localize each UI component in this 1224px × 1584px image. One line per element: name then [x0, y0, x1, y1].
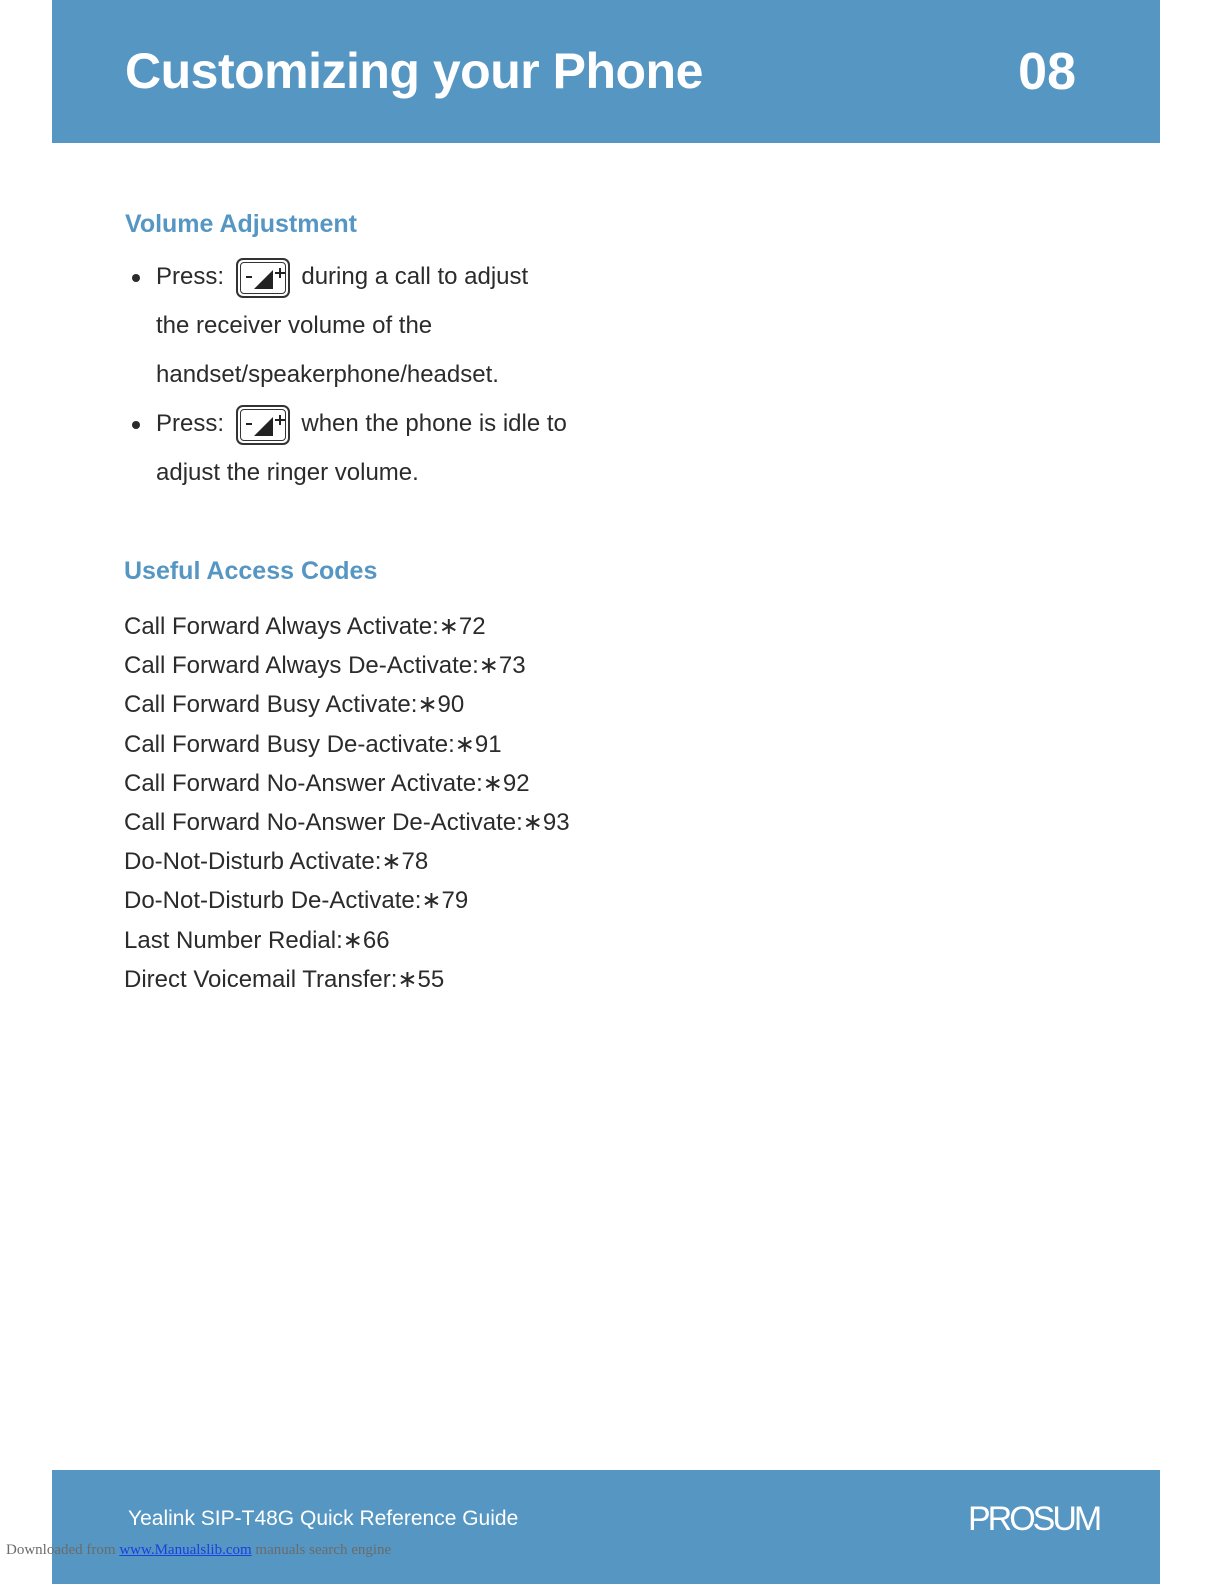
prosum-logo: PROSUM	[968, 1500, 1100, 1538]
volume-key-icon	[236, 258, 290, 298]
watermark-suffix: manuals search engine	[251, 1542, 392, 1558]
bullet-text: adjust the ringer volume.	[156, 459, 419, 486]
list-item: Do-Not-Disturb De-Activate:∗79	[124, 887, 469, 915]
page-number: 08	[1018, 43, 1076, 101]
list-item: Last Number Redial:∗66	[124, 926, 390, 954]
volume-bullet-idle	[128, 399, 688, 497]
list-item: Do-Not-Disturb Activate:∗78	[124, 848, 429, 876]
volume-adjustment-heading: Volume Adjustment	[125, 210, 357, 238]
access-codes-list	[124, 607, 570, 999]
list-item: Call Forward Always Activate:∗72	[124, 613, 486, 640]
bullet-text: during a call to adjust	[301, 263, 529, 290]
bullet-text: the receiver volume of the	[156, 312, 433, 339]
list-item: Call Forward No-Answer De-Activate:∗93	[124, 809, 570, 837]
list-item: Call Forward Busy Activate:∗90	[124, 691, 465, 719]
bullet-prefix: Press:	[156, 263, 225, 290]
list-item: Call Forward Busy De-activate:∗91	[124, 730, 502, 758]
list-item: Call Forward No-Answer Activate:∗92	[124, 769, 530, 797]
access-codes-heading: Useful Access Codes	[124, 557, 378, 585]
list-item: Call Forward Always De-Activate:∗73	[124, 652, 526, 680]
watermark	[6, 1542, 391, 1559]
list-item: Direct Voicemail Transfer:∗55	[124, 965, 445, 993]
bullet-text: when the phone is idle to	[301, 410, 567, 437]
volume-instructions	[128, 252, 688, 497]
footer-guide-title: Yealink SIP-T48G Quick Reference Guide	[128, 1507, 519, 1530]
volume-bullet-call	[128, 252, 688, 399]
manualslib-link[interactable]: www.Manualslib.com	[119, 1542, 252, 1558]
bullet-text: handset/speakerphone/headset.	[156, 361, 499, 388]
watermark-prefix: Downloaded from	[6, 1542, 120, 1558]
page-title: Customizing your Phone	[125, 43, 703, 99]
bullet-prefix: Press:	[156, 410, 225, 437]
volume-key-icon	[236, 405, 290, 445]
